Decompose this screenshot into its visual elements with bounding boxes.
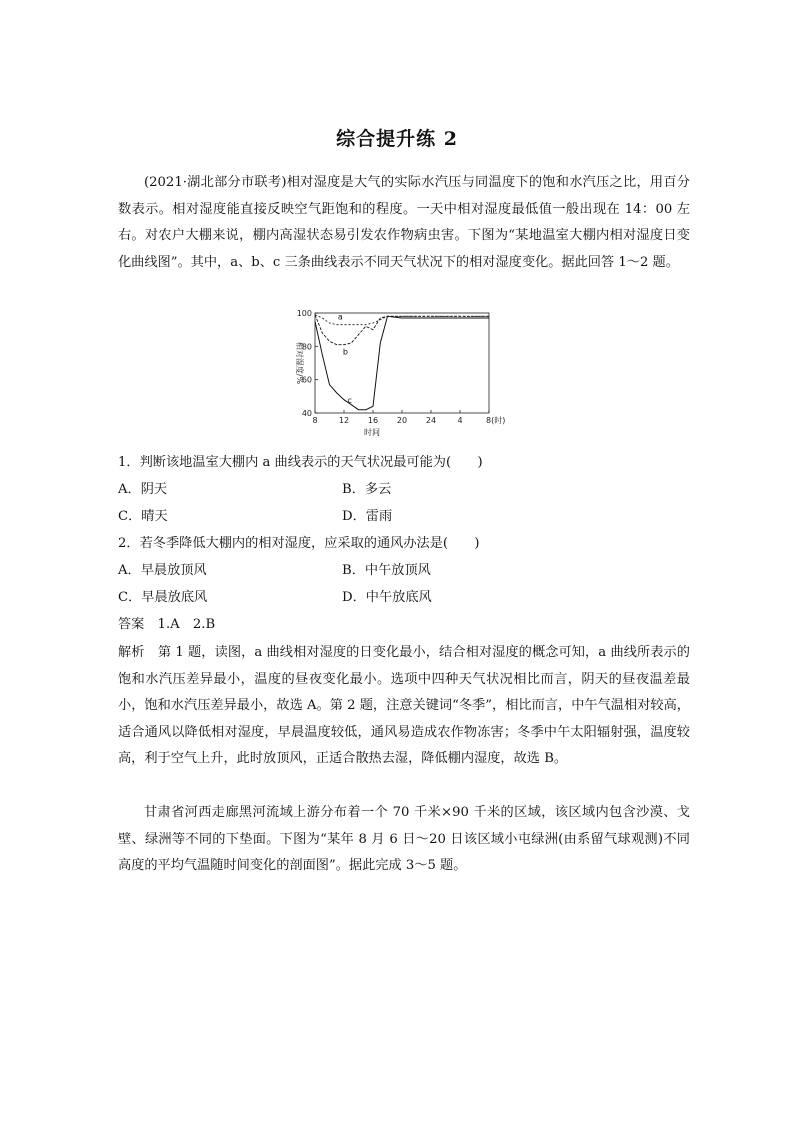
x-tick-label: 16 <box>367 416 379 425</box>
intro-paragraph: (2021·湖北部分市联考)相对湿度是大气的实际水汽压与同温度下的饱和水汽压之比，用百分数表示。相对湿度能直接反映空气距饱和的程度。一天中相对湿度最低值一般出现在 14：00 左右。对农户大棚来说，棚内高湿状态易引发农作物病虫害。下图为“某地温室大棚内相对湿度日变化曲线图”。其中，a、b、c 三条曲线表示不同天气状况下的相对湿度变化。据此回答 1～2 题。 <box>118 175 690 270</box>
q1-option-d: D．雷雨 <box>342 509 393 524</box>
page-title: 综合提升练 2 <box>336 128 458 150</box>
x-tick-label: 4 <box>457 416 463 425</box>
q1-option-b: B．多云 <box>342 482 392 497</box>
q2-option-b: B．中午放顶风 <box>342 563 431 578</box>
plot-frame <box>315 313 489 413</box>
series-line-c <box>315 316 489 409</box>
q2-option-c: C．早晨放底风 <box>118 590 208 605</box>
series-label-a: a <box>337 312 343 322</box>
intro-paragraph-2: 甘肃省河西走廊黑河流域上游分布着一个 70 千米×90 千米的区域，该区域内包含沙漠、戈壁、绿洲等不同的下垫面。下图为“某年 8 月 6 日～20 日该区域小屯绿洲(由系留气球观测)不同高度的平均气温随时间变化的剖面图”。据此完成 3～5 题。 <box>118 805 690 873</box>
x-tick-label: 24 <box>425 416 437 425</box>
x-tick-label: 8 <box>312 416 318 425</box>
analysis-paragraph: 解析 第 1 题，读图，a 曲线相对湿度的日变化最小，结合相对湿度的概念可知，a 曲线所表示的饱和水汽压差异最小，温度的昼夜变化最小。选项中四种天气状况相比而言，阴天的昼夜温差最小，饱和水汽压差异最小，故选 A。第 2 题，注意关键词“冬季”，相比而言，中午气温相对较高，适合通风以降低相对湿度，早晨温度较低，通风易造成农作物冻害；冬季中午太阳辐射强，温度较高，利于空气上升，此时放顶风，正适合散热去湿，降低棚内湿度，故选 B。 <box>118 645 690 766</box>
series-label-c: c <box>347 396 353 405</box>
humidity-chart <box>285 303 525 443</box>
question-1-stem: 1．判断该地温室大棚内 a 曲线表示的天气状况最可能为( ) <box>118 455 483 470</box>
y-tick-label: 40 <box>301 409 312 418</box>
q1-option-c: C．晴天 <box>118 509 168 524</box>
series-label-b: b <box>342 347 348 357</box>
q2-option-a: A．早晨放顶风 <box>118 563 207 578</box>
y-axis-label: 相对湿度/% <box>295 341 304 385</box>
question-2-stem: 2．若冬季降低大棚内的相对湿度，应采取的通风办法是( ) <box>118 536 480 551</box>
y-tick-label: 100 <box>296 309 312 318</box>
y-tick-label: 60 <box>301 375 312 385</box>
x-tick-label: 12 <box>338 416 350 425</box>
answer-line: 答案 1.A 2.B <box>118 617 216 632</box>
x-tick-label: 8(时) <box>486 416 506 425</box>
y-tick-label: 80 <box>301 342 312 352</box>
x-axis-label: 时间 <box>364 428 380 437</box>
q1-option-a: A．阴天 <box>118 482 168 497</box>
x-tick-label: 20 <box>396 416 408 425</box>
q2-option-d: D．中午放底风 <box>342 590 432 605</box>
